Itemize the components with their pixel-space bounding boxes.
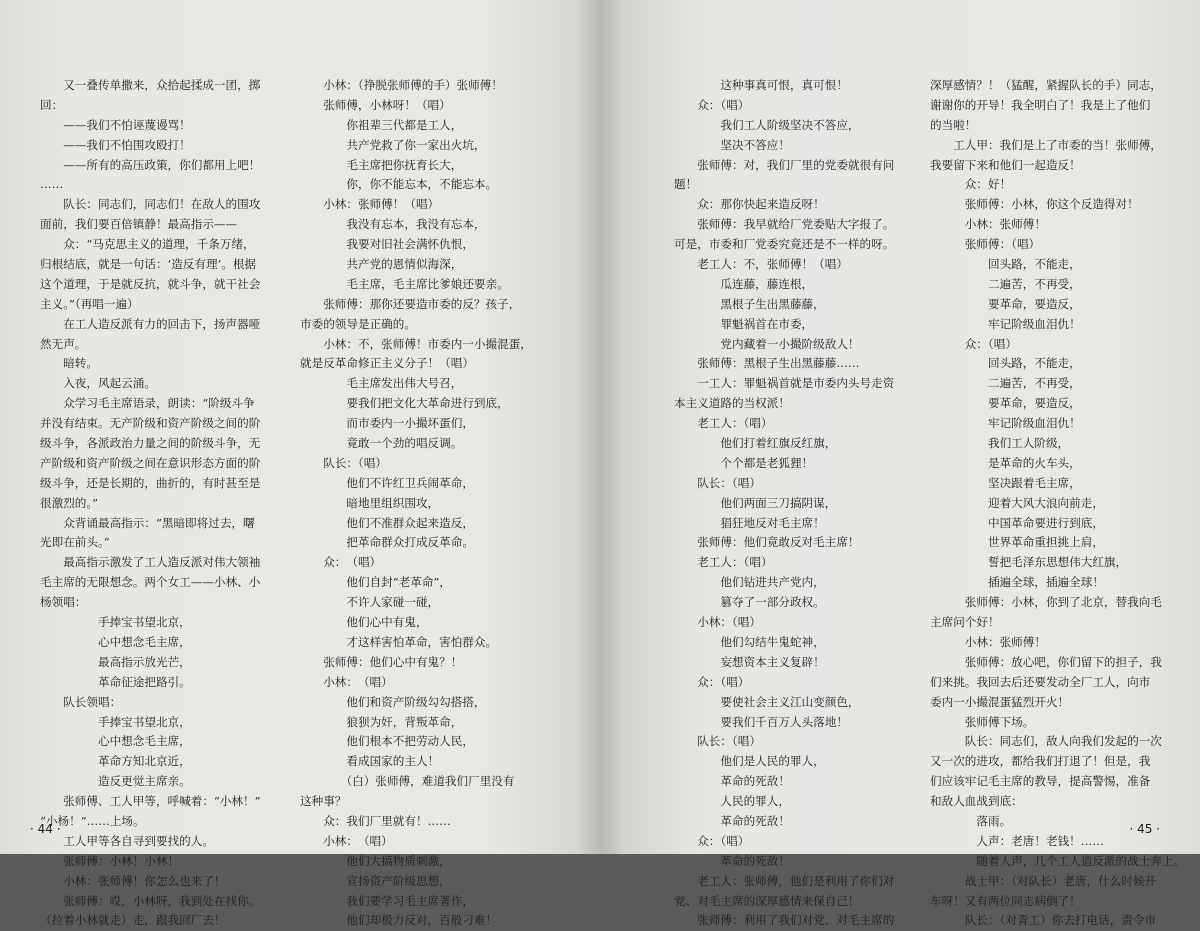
text-line: 坚决跟着毛主席， bbox=[930, 475, 1081, 490]
text-line: 二遍苦，不再受， bbox=[930, 276, 1081, 291]
text-line: 队长：（唱） bbox=[300, 455, 387, 470]
text-line: 革命征途把路引。 bbox=[40, 674, 191, 689]
text-line: 战士甲：（对队长）老唐，什么时候开 bbox=[930, 873, 1157, 888]
left-page-column-1 bbox=[40, 76, 295, 931]
text-line: 主义。”（再唱一遍） bbox=[40, 296, 139, 311]
text-line: 入夜，风起云涌。 bbox=[40, 376, 156, 391]
text-line: 杨领唱： bbox=[40, 595, 87, 610]
text-line: 他们心中有鬼， bbox=[300, 615, 428, 630]
text-line: 毛主席，毛主席比爹娘还要亲。 bbox=[300, 276, 509, 291]
text-line: 黑根子生出黑藤藤， bbox=[674, 296, 825, 311]
text-line: 的当啦！ bbox=[930, 117, 977, 132]
text-line: 心中想念毛主席， bbox=[40, 634, 191, 649]
text-line: 张师傅、工人甲等，呼喊着：“小林！” bbox=[40, 794, 261, 809]
text-line: 本主义道路的当权派！ bbox=[674, 396, 790, 411]
text-line: 共产党的恩情似海深， bbox=[300, 257, 463, 272]
text-line: 要我们千百万人头落地！ bbox=[674, 714, 848, 729]
text-line: 队长：（唱） bbox=[674, 475, 761, 490]
text-line: 级斗争，各派政治力量之间的阶级斗争，无 bbox=[40, 436, 261, 451]
text-line: 并没有结束。无产阶级和资产阶级之间的阶 bbox=[40, 416, 261, 431]
text-line: 共产党救了你一家出火坑， bbox=[300, 137, 486, 152]
text-line: 在工人造反派有力的回击下，扬声器哑 bbox=[40, 316, 261, 331]
right-page bbox=[600, 0, 1200, 928]
text-line: 队长：（唱） bbox=[674, 734, 761, 749]
text-line: 他们是人民的罪人， bbox=[674, 754, 825, 769]
text-line: 毛主席的无限想念。两个女工——小林、小 bbox=[40, 575, 261, 590]
text-line: 这种事真可恨，真可恨！ bbox=[674, 78, 848, 92]
text-line: 你，你不能忘本，不能忘本。 bbox=[300, 177, 498, 192]
text-line: 深厚感情？！（猛醒，紧握队长的手）同志， bbox=[930, 78, 1162, 92]
text-line: 然无声。 bbox=[40, 336, 87, 351]
text-line: 他们却极力反对，百般刁难！ bbox=[300, 913, 498, 928]
text-line: 要革命，要造反， bbox=[930, 396, 1081, 411]
text-line: 牢记阶级血泪仇！ bbox=[930, 416, 1081, 431]
text-line: 我们要学习毛主席著作， bbox=[300, 893, 474, 908]
text-line: 张师傅：放心吧，你们留下的担子，我 bbox=[930, 654, 1162, 669]
text-line: 们来挑。我回去后还要发动全厂工人，向市 bbox=[930, 674, 1151, 689]
text-line: 暗地里组织围攻， bbox=[300, 495, 440, 510]
text-line: 世界革命重担挑上肩， bbox=[930, 535, 1104, 550]
text-line: 张师傅：小林，你到了北京，替我向毛 bbox=[930, 595, 1162, 610]
text-line: 他们两面三刀搞阴谋， bbox=[674, 495, 837, 510]
text-line: 回头路，不能走， bbox=[930, 257, 1081, 272]
text-line: 罪魁祸首在市委， bbox=[674, 316, 814, 331]
right-page-column-2 bbox=[930, 76, 1186, 931]
text-line: 张师傅，小林呀！（唱） bbox=[300, 97, 451, 112]
text-line: 工人甲等各自寻到要找的人。 bbox=[40, 833, 214, 848]
text-line: 我没有忘本，我没有忘本， bbox=[300, 217, 486, 232]
page-number-right: · 45 · bbox=[1129, 822, 1160, 836]
text-line: 要使社会主义江山变颜色， bbox=[674, 694, 860, 709]
text-line: 老工人：（唱） bbox=[674, 416, 773, 431]
text-line: 小林：张师傅！ bbox=[930, 634, 1046, 649]
text-line: …… bbox=[40, 177, 64, 192]
text-line: 回头路，不能走， bbox=[930, 356, 1081, 371]
text-line: 众背诵最高指示：“黑暗即将过去，曙 bbox=[40, 515, 255, 530]
text-line: 随着人声，几个工人造反派的战士奔上。 bbox=[930, 853, 1186, 868]
text-line: 面前，我们要百倍镇静！最高指示—— bbox=[40, 217, 238, 232]
text-line: 小林： （唱） bbox=[300, 674, 393, 689]
text-line: 众：（唱） bbox=[674, 674, 750, 689]
text-line: 众： （唱） bbox=[300, 555, 382, 570]
text-line: 张师傅：黑根子生出黑藤藤…… bbox=[674, 356, 860, 371]
text-line: 众学习毛主席语录，朗读：“阶级斗争 bbox=[40, 396, 255, 411]
text-line: 他们大搞物质刺激， bbox=[300, 853, 451, 868]
text-line: 工人甲：我们是上了市委的当！张师傅， bbox=[930, 137, 1162, 152]
text-line: 可是，市委和厂党委究竟还是不一样的呀。 bbox=[674, 237, 895, 252]
text-line: 人民的罪人， bbox=[674, 794, 790, 809]
text-line: 他们根本不把劳动人民， bbox=[300, 734, 474, 749]
text-line: 把革命群众打成反革命。 bbox=[300, 535, 474, 550]
text-line: 众：我们厂里就有！…… bbox=[300, 813, 451, 828]
text-line: 小林：张师傅！（唱） bbox=[300, 197, 440, 212]
text-line: 队长领唱： bbox=[40, 694, 122, 709]
text-line: 瓜连藤，藤连根， bbox=[674, 276, 814, 291]
text-line: 队长：同志们，同志们！在敌人的围攻 bbox=[40, 197, 261, 212]
text-line: 张师傅：那你还要造市委的反？孩子， bbox=[300, 296, 521, 311]
text-line: （白）张师傅，难道我们厂里没有 bbox=[300, 774, 515, 789]
text-line: 小林：张师傅！ bbox=[930, 217, 1046, 232]
text-line: 张师傅：我早就给厂党委贴大字报了。 bbox=[674, 217, 895, 232]
text-line: 张师傅：哎，小林呀，我到处在找你。 bbox=[40, 893, 261, 908]
text-line: 插遍全球，插遍全球！ bbox=[930, 575, 1104, 590]
text-line: 他们不准群众起来造反， bbox=[300, 515, 474, 530]
text-line: 造反更觉主席亲。 bbox=[40, 774, 191, 789]
text-line: 很激烈的。” bbox=[40, 495, 99, 510]
text-line: 他们勾结牛鬼蛇神， bbox=[674, 634, 825, 649]
text-line: 张师傅：利用了我们对党、对毛主席的 bbox=[674, 913, 895, 928]
text-line: 车呀！又有两位同志病倒了！ bbox=[930, 893, 1081, 908]
text-line: 我要留下来和他们一起造反！ bbox=[930, 157, 1081, 172]
text-line: 二遍苦，不再受， bbox=[930, 376, 1081, 391]
text-line: 猖狂地反对毛主席！ bbox=[674, 515, 825, 530]
left-page bbox=[0, 0, 600, 928]
text-line: 张师傅下场。 bbox=[930, 714, 1035, 729]
text-line: 级斗争，还是长期的，曲折的，有时甚至是 bbox=[40, 475, 261, 490]
text-line: 是革命的火车头， bbox=[930, 455, 1081, 470]
text-line: 誓把毛泽东思想伟大红旗， bbox=[930, 555, 1128, 570]
text-line: 最高指示放光芒， bbox=[40, 654, 191, 669]
text-line: 党内藏着一小撮阶级敌人！ bbox=[674, 336, 860, 351]
text-line: ——所有的高压政策，你们都用上吧！ bbox=[40, 157, 261, 172]
text-line: 狼狈为奸，背叛革命， bbox=[300, 714, 463, 729]
text-line: 老工人：不，张师傅！（唱） bbox=[674, 257, 848, 272]
text-line: 革命的死敌！ bbox=[674, 813, 790, 828]
text-line: 才这样害怕革命，害怕群众。 bbox=[300, 634, 498, 649]
text-line: 他们自封“老革命”， bbox=[300, 575, 451, 590]
text-line: 众：（唱） bbox=[674, 833, 750, 848]
text-line: 回： bbox=[40, 97, 64, 112]
text-line: 张师傅：他们心中有鬼？！ bbox=[300, 654, 463, 669]
text-line: 毛主席发出伟大号召， bbox=[300, 376, 463, 391]
text-line: 归根结底，就是一句话：‘造反有理’。根据 bbox=[40, 257, 257, 272]
text-line: “小杨！”……上场。 bbox=[40, 813, 145, 828]
text-line: 们应该牢记毛主席的教导，提高警惕，准备 bbox=[930, 774, 1151, 789]
text-line: 张师傅：他们竟敢反对毛主席！ bbox=[674, 535, 860, 550]
text-line: 题！ bbox=[674, 177, 698, 192]
text-line: 小林：不，张师傅！市委内一小撮混蛋， bbox=[300, 336, 532, 351]
text-line: 暗转。 bbox=[40, 356, 98, 371]
text-line: 小林：（唱） bbox=[674, 615, 761, 630]
text-line: 就是反革命修正主义分子！（唱） bbox=[300, 356, 474, 371]
text-line: 竟敢一个劲的唱反调。 bbox=[300, 436, 463, 451]
right-page-column-1 bbox=[674, 76, 919, 931]
left-page-column-2 bbox=[300, 76, 545, 931]
text-line: 手捧宝书望北京， bbox=[40, 615, 191, 630]
text-line: 人声：老唐！老钱！…… bbox=[930, 833, 1104, 848]
text-line: 张师傅：对，我们厂里的党委就很有问 bbox=[674, 157, 895, 172]
text-line: 市委的领导是正确的。 bbox=[300, 316, 416, 331]
text-line: ——我们不怕围攻殴打！ bbox=[40, 137, 191, 152]
text-line: 又一次的进攻，都给我们打退了！但是，我 bbox=[930, 754, 1151, 769]
text-line: 党、对毛主席的深厚感情来保自己！ bbox=[674, 893, 860, 908]
text-line: 队长：同志们，敌人向我们发起的一次 bbox=[930, 734, 1162, 749]
text-line: ——我们不怕诬蔑谩骂！ bbox=[40, 117, 191, 132]
text-line: 我要对旧社会满怀仇恨， bbox=[300, 237, 474, 252]
text-line: 革命的死敌！ bbox=[674, 774, 790, 789]
text-line: 要我们把文化大革命进行到底， bbox=[300, 396, 509, 411]
text-line: 革命方知北京近， bbox=[40, 754, 191, 769]
text-line: 不许人家碰一碰， bbox=[300, 595, 440, 610]
text-line: 谢谢你的开导！我全明白了！我是上了他们 bbox=[930, 97, 1151, 112]
text-line: 老工人：（唱） bbox=[674, 555, 773, 570]
text-line: 主席问个好！ bbox=[930, 615, 1000, 630]
text-line: 张师傅：（唱） bbox=[930, 237, 1041, 252]
text-line: 我们工人阶级， bbox=[930, 436, 1070, 451]
text-line: 革命的死敌！ bbox=[674, 853, 790, 868]
text-line: 你祖辈三代都是工人， bbox=[300, 117, 463, 132]
text-line: 他们不许红卫兵闹革命， bbox=[300, 475, 474, 490]
text-line: 宣扬资产阶级思想， bbox=[300, 873, 451, 888]
text-line: 众：（唱） bbox=[930, 336, 1017, 351]
text-line: 又一叠传单撒来，众拾起揉成一团，掷 bbox=[40, 78, 261, 92]
text-line: 他们和资产阶级勾勾搭搭， bbox=[300, 694, 486, 709]
text-line: （拉着小林就走）走，跟我回厂去！ bbox=[40, 913, 226, 928]
text-line: 牢记阶级血泪仇！ bbox=[930, 316, 1081, 331]
text-line: 张师傅：小林！小林！ bbox=[40, 853, 180, 868]
text-line: 迎着大风大浪向前走， bbox=[930, 495, 1104, 510]
text-line: 要革命，要造反， bbox=[930, 296, 1081, 311]
text-line: 他们打着红旗反红旗， bbox=[674, 436, 837, 451]
text-line: 中国革命要进行到底， bbox=[930, 515, 1104, 530]
text-line: 委内一小撮混蛋猛烈开火！ bbox=[930, 694, 1070, 709]
text-line: 这个道理，于是就反抗，就斗争，就干社会 bbox=[40, 276, 261, 291]
text-line: 而市委内一小撮坏蛋们， bbox=[300, 416, 474, 431]
text-line: 我们工人阶级坚决不答应， bbox=[674, 117, 860, 132]
text-line: 毛主席把你抚育长大， bbox=[300, 157, 463, 172]
text-line: 他们钻进共产党内， bbox=[674, 575, 825, 590]
text-line: 落雨。 bbox=[930, 813, 1012, 828]
text-line: 篡夺了一部分政权。 bbox=[674, 595, 825, 610]
text-line: 队长：（对青工）你去打电话，责令市 bbox=[930, 913, 1157, 928]
text-line: 看成国家的主人！ bbox=[300, 754, 440, 769]
text-line: 众：那你快起来造反呀！ bbox=[674, 197, 825, 212]
text-line: 和敌人血战到底： bbox=[930, 794, 1023, 809]
text-line: 最高指示激发了工人造反派对伟大领袖 bbox=[40, 555, 261, 570]
text-line: 心中想念毛主席， bbox=[40, 734, 191, 749]
text-line: 老工人：张师傅，他们是利用了你们对 bbox=[674, 873, 895, 888]
text-line: 个个都是老狐狸！ bbox=[674, 455, 814, 470]
text-line: 这种事？ bbox=[300, 794, 347, 809]
text-line: 妄想资本主义复辟！ bbox=[674, 654, 825, 669]
page-number-left: · 44 · bbox=[30, 822, 61, 836]
text-line: 产阶级和资产阶级之间在意识形态方面的阶 bbox=[40, 455, 261, 470]
text-line: 小林：张师傅！你怎么也来了！ bbox=[40, 873, 226, 888]
text-line: 众：“马克思主义的道理，千条万绪， bbox=[40, 237, 255, 252]
text-line: 坚决不答应！ bbox=[674, 137, 790, 152]
text-line: 小林： （唱） bbox=[300, 833, 393, 848]
text-line: 张师傅：小林，你这个反造得对！ bbox=[930, 197, 1139, 212]
text-line: 小林：（挣脱张师傅的手）张师傅！ bbox=[300, 78, 503, 92]
text-line: 手捧宝书望北京， bbox=[40, 714, 191, 729]
text-line: 一工人：罪魁祸首就是市委内头号走资 bbox=[674, 376, 895, 391]
text-line: 光即在前头。” bbox=[40, 535, 110, 550]
text-line: 众：（唱） bbox=[674, 97, 750, 112]
text-line: 众：好！ bbox=[930, 177, 1012, 192]
